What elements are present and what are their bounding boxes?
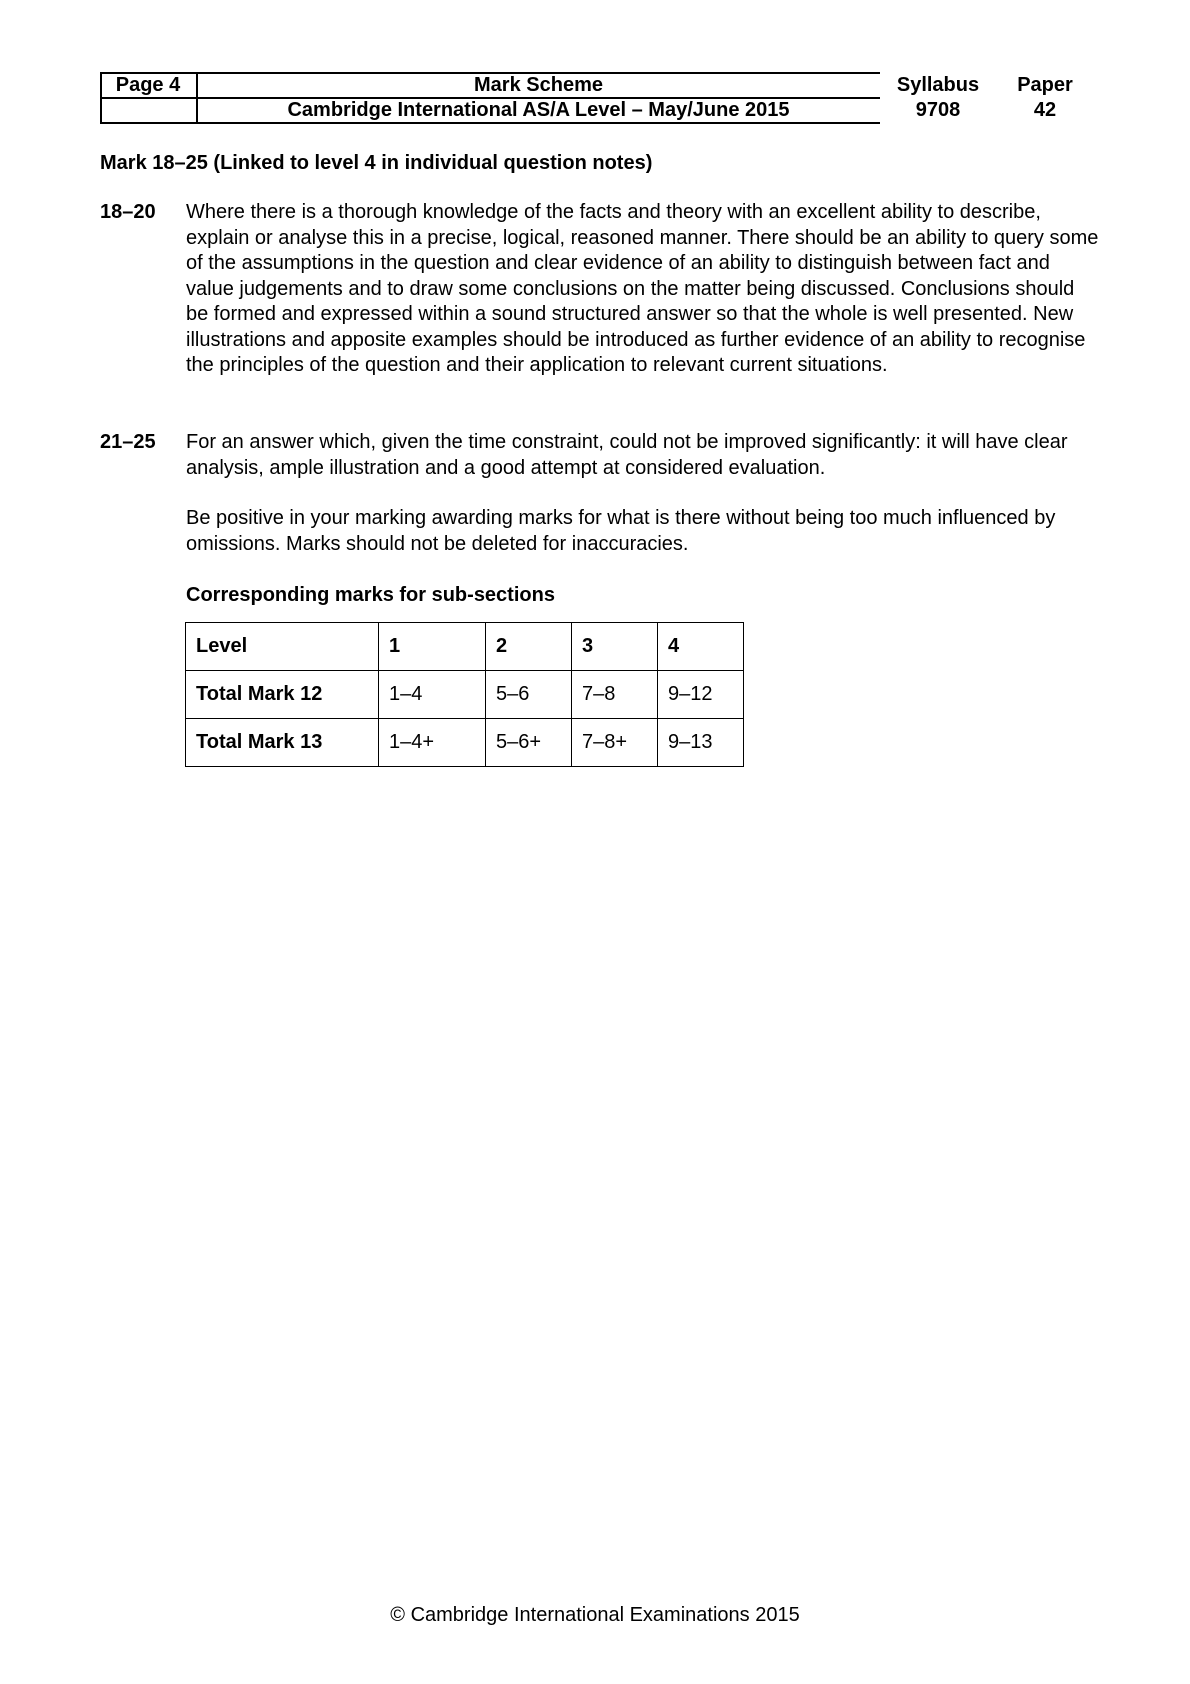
paper-value: 42 <box>1033 99 1057 121</box>
table-cell: 1–4+ <box>379 719 486 767</box>
sub-section-title: Corresponding marks for sub-sections <box>186 584 555 606</box>
band-description-18-20: Where there is a thorough knowledge of the facts and theory with an excellent ability to describe, explain or analyse this in a precise, logical, reasoned manner. There should be an ability to query some of the assumptions in the question and clear evidence of an ability to distinguish between fact and value judgements and to draw some conclusions on the matter being discussed. Conclusions should be formed and expressed within a sound structured answer so that the whole is well presented. New illustrations and apposite examples should be introduced as further evidence of an ability to recognise the principles of the question and their application to relevant current situations. <box>186 201 1099 376</box>
table-row-label: Total Mark 13 <box>186 719 379 767</box>
page-header <box>100 72 1100 124</box>
paper-label: Paper <box>1017 74 1073 96</box>
table-cell: 9–13 <box>658 719 744 767</box>
table-cell: 9–12 <box>658 671 744 719</box>
band-range-18-20: 18–20 <box>100 201 156 223</box>
header-bottom-rule <box>100 122 880 124</box>
table-cell: 7–8 <box>572 671 658 719</box>
table-row-label: Total Mark 12 <box>186 671 379 719</box>
document-title: Mark Scheme <box>474 74 603 96</box>
table-header-cell: 2 <box>486 623 572 671</box>
table-row <box>186 671 744 719</box>
table-cell: 7–8+ <box>572 719 658 767</box>
table-header-cell: 4 <box>658 623 744 671</box>
marks-table <box>185 622 744 767</box>
band-description-21-25: For an answer which, given the time constraint, could not be improved significantly: it will have clear analysis, ample illustration and a good attempt at considered evaluation. <box>186 431 1068 479</box>
table-header-cell: 3 <box>572 623 658 671</box>
table-header-cell: Level <box>186 623 379 671</box>
copyright-footer: © Cambridge International Examinations 2015 <box>390 1604 800 1626</box>
table-row <box>186 719 744 767</box>
section-heading: Mark 18–25 (Linked to level 4 in individual question notes) <box>100 152 653 174</box>
document-subtitle: Cambridge International AS/A Level – May/June 2015 <box>287 99 790 121</box>
table-cell: 5–6 <box>486 671 572 719</box>
table-header-cell: 1 <box>379 623 486 671</box>
syllabus-value: 9708 <box>915 99 961 121</box>
table-header-row <box>186 623 744 671</box>
syllabus-label: Syllabus <box>896 74 980 96</box>
header-left-rule-lower <box>100 97 102 123</box>
table-cell: 1–4 <box>379 671 486 719</box>
table-cell: 5–6+ <box>486 719 572 767</box>
band-range-21-25: 21–25 <box>100 431 156 453</box>
marking-guidance: Be positive in your marking awarding marks for what is there without being too much influenced by omissions. Marks should not be deleted for inaccuracies. <box>186 507 1056 555</box>
page-number: Page 4 <box>115 74 181 96</box>
